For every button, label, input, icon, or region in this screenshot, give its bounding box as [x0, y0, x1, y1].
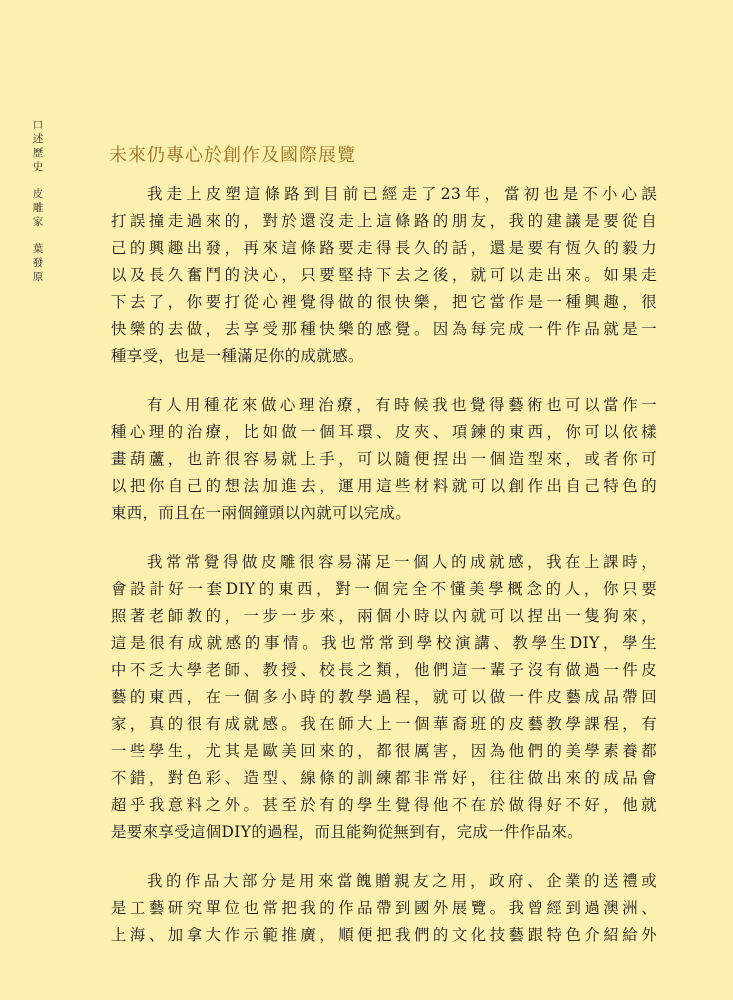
side-label-char: 述 [32, 133, 44, 145]
paragraph-line: 不錯，對色彩、造型、線條的訓練都非常好，往往做出來的成品會 [111, 769, 657, 787]
paragraph [111, 549, 657, 846]
paragraph-line: 畫葫蘆，也許很容易就上手，可以隨便捏出一個造型來，或者你可 [111, 450, 657, 468]
body-text [111, 181, 657, 971]
side-label-char: 發 [32, 257, 44, 269]
section-title: 未來仍專心於創作及國際展覽 [109, 145, 356, 166]
paragraph-line: 以及長久奮鬥的決心，只要堅持下去之後，就可以走出來。如果走 [111, 266, 657, 284]
paragraph-line: 中不乏大學老師、教授、校長之類，他們這一輩子沒有做過一件皮 [111, 661, 657, 679]
paragraph-line: 超乎我意料之外。甚至於有的學生覺得他不在於做得好不好，他就 [111, 796, 657, 814]
side-label-char: 口 [32, 119, 44, 131]
side-running-header [31, 118, 45, 284]
side-label-char: 皮 [32, 188, 44, 200]
paragraph-line: 快樂的去做，去享受那種快樂的感覺。因為每完成一件作品就是一 [111, 320, 657, 338]
side-label-char: 史 [32, 161, 44, 173]
paragraph-line: 一些學生，尤其是歐美回來的，都很厲害，因為他們的美學素養都 [111, 742, 657, 760]
paragraph [111, 868, 657, 949]
paragraph-line: 東西，而且在一兩個鐘頭以內就可以完成。 [111, 504, 412, 522]
paragraph-line: 己的興趣出發，再來這條路要走得長久的話，還是要有恆久的毅力 [111, 239, 657, 257]
paragraph [111, 392, 657, 527]
paragraph-line: 會設計好一套DIY的東西，對一個完全不懂美學概念的人，你只要 [111, 580, 657, 598]
side-label-char: 原 [32, 271, 44, 283]
paragraph-line: 種心理的治療，比如做一個耳環、皮夾、項鍊的東西，你可以依樣 [111, 423, 657, 441]
paragraph-line: 家，真的很有成就感。我在師大上一個華裔班的皮藝教學課程，有 [111, 715, 657, 733]
paragraph-line: 照著老師教的，一步一步來，兩個小時以內就可以捏出一隻狗來， [111, 607, 657, 625]
paragraph-line: 上海、加拿大作示範推廣，順便把我們的文化技藝跟特色介紹給外 [111, 926, 657, 944]
side-label-char: 家 [32, 216, 44, 228]
paragraph [111, 181, 657, 370]
paragraph-line: 有人用種花來做心理治療，有時候我也覺得藝術也可以當作一 [147, 396, 657, 414]
side-label-char: 雕 [32, 202, 44, 214]
paragraph-line: 是工藝研究單位也常把我的作品帶到國外展覽。我曾經到過澳洲、 [111, 899, 657, 917]
paragraph-line: 我常常覺得做皮雕很容易滿足一個人的成就感，我在上課時， [147, 553, 657, 571]
paragraph-line: 我走上皮塑這條路到目前已經走了23年，當初也是不小心誤 [147, 185, 657, 203]
paragraph-line: 種享受，也是一種滿足你的成就感。 [111, 347, 364, 365]
paragraph-line: 這是很有成就感的事情。我也常常到學校演講、教學生DIY，學生 [111, 634, 657, 652]
paragraph-line: 藝的東西，在一個多小時的教學過程，就可以做一件皮藝成品帶回 [111, 688, 657, 706]
paragraph-line: 打誤撞走過來的，對於還沒走上這條路的朋友，我的建議是要從自 [111, 212, 657, 230]
paragraph-line: 以把你自己的想法加進去，運用這些材料就可以創作出自己特色的 [111, 477, 657, 495]
side-label-gap [31, 229, 45, 242]
paragraph-line: 下去了，你要打從心裡覺得做的很快樂，把它當作是一種興趣，很 [111, 293, 657, 311]
paragraph-line: 我的作品大部分是用來當餽贈親友之用，政府、企業的送禮或 [147, 872, 657, 890]
side-label-char: 葉 [32, 243, 44, 255]
side-label-gap [31, 174, 45, 187]
paragraph-line: 是要來享受這個DIY的過程，而且能夠從無到有，完成一件作品來。 [111, 823, 583, 841]
side-label-char: 歷 [32, 147, 44, 159]
